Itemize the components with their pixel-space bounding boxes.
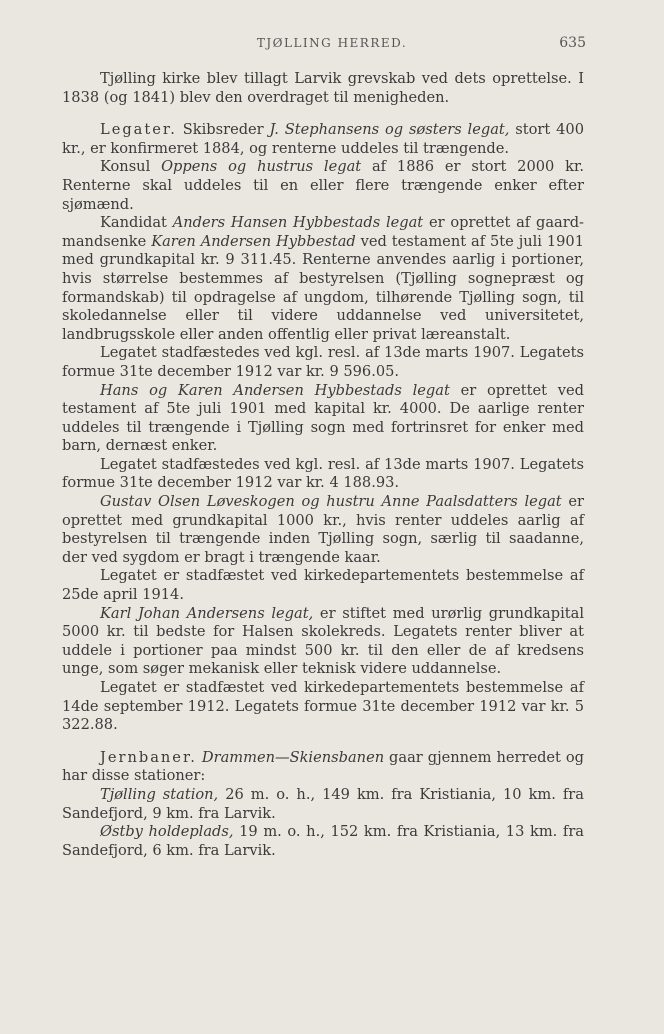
page-header [0, 36, 664, 56]
paragraph-text: er oprettet med grundkapital 1000 kr., hvis renter uddeles aarlig af bestyrelsen til trængende inden Tjølling sogn, særlig til saadanne, der ved sygdom er bragt i trængende kaar. [62, 493, 584, 566]
paragraph-hybbestad-legat [62, 214, 584, 344]
paragraph-text: Skibsreder [176, 121, 270, 139]
paragraph-text: af 1886 er stort 2000 kr. Renterne skal uddeles til en eller flere trængende enker efter sjømænd. [62, 158, 584, 213]
paragraph-hans-karen-confirmation [62, 456, 584, 493]
paragraph-karl-johan-legat [62, 605, 584, 679]
section-gap [62, 107, 584, 121]
paragraph-karl-johan-confirmation [62, 679, 584, 735]
paragraph-church-history [62, 70, 584, 107]
paragraph-tjolling-station [62, 786, 584, 823]
paragraph-text: Legatet er stadfæstet ved kirkedepartementets bestemmelse af 14de september 1912. Legatets formue 31te december 1912 var kr. 5 322.88. [62, 679, 584, 734]
legacy-name: Anders Hansen Hybbestads legat [172, 214, 424, 232]
paragraph-text: er oprettet af gaardmandsenke [62, 214, 584, 250]
paragraph-hybbestad-confirmation [62, 344, 584, 381]
page-number: 635 [559, 35, 586, 51]
section-heading-jernbaner: Jernbaner. [100, 748, 197, 766]
station-name: Østby holdeplads, [100, 823, 234, 841]
paragraph-text: ved testament af 5te juli 1901 med grundkapital kr. 9 311.45. Renterne anvendes aarlig i portioner, hvis størrelse bestemmes af bestyrelsen (Tjølling sognepræst og formandskab) til opdragelse af ungdom, tilhørende Tjølling sogn, til skoledannelse eller til videre uddannelse ved universitetet, landbrugsskole eller anden offentlig eller privat læreanstalt. [62, 232, 585, 343]
paragraph-text: Tjølling kirke blev tillagt Larvik grevskab ved dets oprettelse. I 1838 (og 1841) blev den overdraget til menigheden. [62, 70, 584, 106]
paragraph-legater-intro [62, 121, 584, 158]
paragraph-loveskogen-legat [62, 493, 584, 567]
legacy-name: Hans og Karen Andersen Hybbestads legat [100, 381, 450, 399]
section-gap [62, 735, 584, 749]
paragraph-text: 19 m. o. h., 152 km. fra Kristiania, 13 km. fra Sandefjord, 6 km. fra Larvik. [62, 823, 584, 859]
paragraph-text: 26 m. o. h., 149 km. fra Kristiania, 10 km. fra Sandefjord, 9 km. fra Larvik. [62, 785, 584, 822]
paragraph-text: stort 400 kr., er konfirmeret 1884, og renterne uddeles til trængende. [62, 121, 584, 157]
paragraph-text: Legatet stadfæstedes ved kgl. resl. af 13de marts 1907. Legatets formue 31te december 1912 var kr. 4 188.93. [62, 455, 584, 492]
paragraph-ostby-holdeplads [62, 823, 584, 860]
page-body [62, 70, 584, 860]
paragraph-hans-karen-legat [62, 382, 584, 456]
paragraph-oppens-legat [62, 158, 584, 214]
paragraph-text: Konsul [100, 158, 162, 176]
paragraph-loveskogen-confirmation [62, 567, 584, 604]
paragraph-text: Kandidat [100, 214, 173, 232]
paragraph-text: er oprettet ved testament af 5te juli 1901 med kapital kr. 4000. De aarlige renter uddeles til trængende i Tjølling sogn med fortrinsret for enker med barn, dernæst enker. [62, 381, 584, 455]
legacy-name: J. Stephansens og søsters legat, [269, 121, 510, 139]
paragraph-text: gaar gjennem herredet og har disse stationer: [62, 748, 584, 785]
station-name: Tjølling station, [100, 785, 219, 803]
person-name: Karen Andersen Hybbestad [151, 232, 356, 250]
legacy-name: Karl Johan Andersens legat, [100, 604, 314, 622]
legacy-name: Gustav Olsen Løveskogen og hustru Anne Paalsdatters legat [100, 493, 562, 511]
legacy-name: Oppens og hustrus legat [161, 158, 362, 176]
paragraph-text: Legatet stadfæstedes ved kgl. resl. af 13de marts 1907. Legatets formue 31te december 1912 var kr. 9 596.05. [62, 344, 584, 380]
paragraph-text: er stiftet med urørlig grundkapital 5000 kr. til bedste for Halsen skolekreds. Legatets renter bliver at uddele i portioner paa mindst 500 kr. til den eller de af kredsens unge, som søger mekanisk eller teknisk videre uddannelse. [62, 604, 584, 678]
railway-name: Drammen—Skiensbanen [201, 748, 385, 766]
paragraph-text: Legatet er stadfæstet ved kirkedepartementets bestemmelse af 25de april 1914. [62, 567, 584, 604]
section-heading-legater: Legater. [100, 121, 177, 139]
running-head: TJØLLING HERRED. [256, 36, 408, 50]
paragraph-jernbaner [62, 749, 584, 786]
